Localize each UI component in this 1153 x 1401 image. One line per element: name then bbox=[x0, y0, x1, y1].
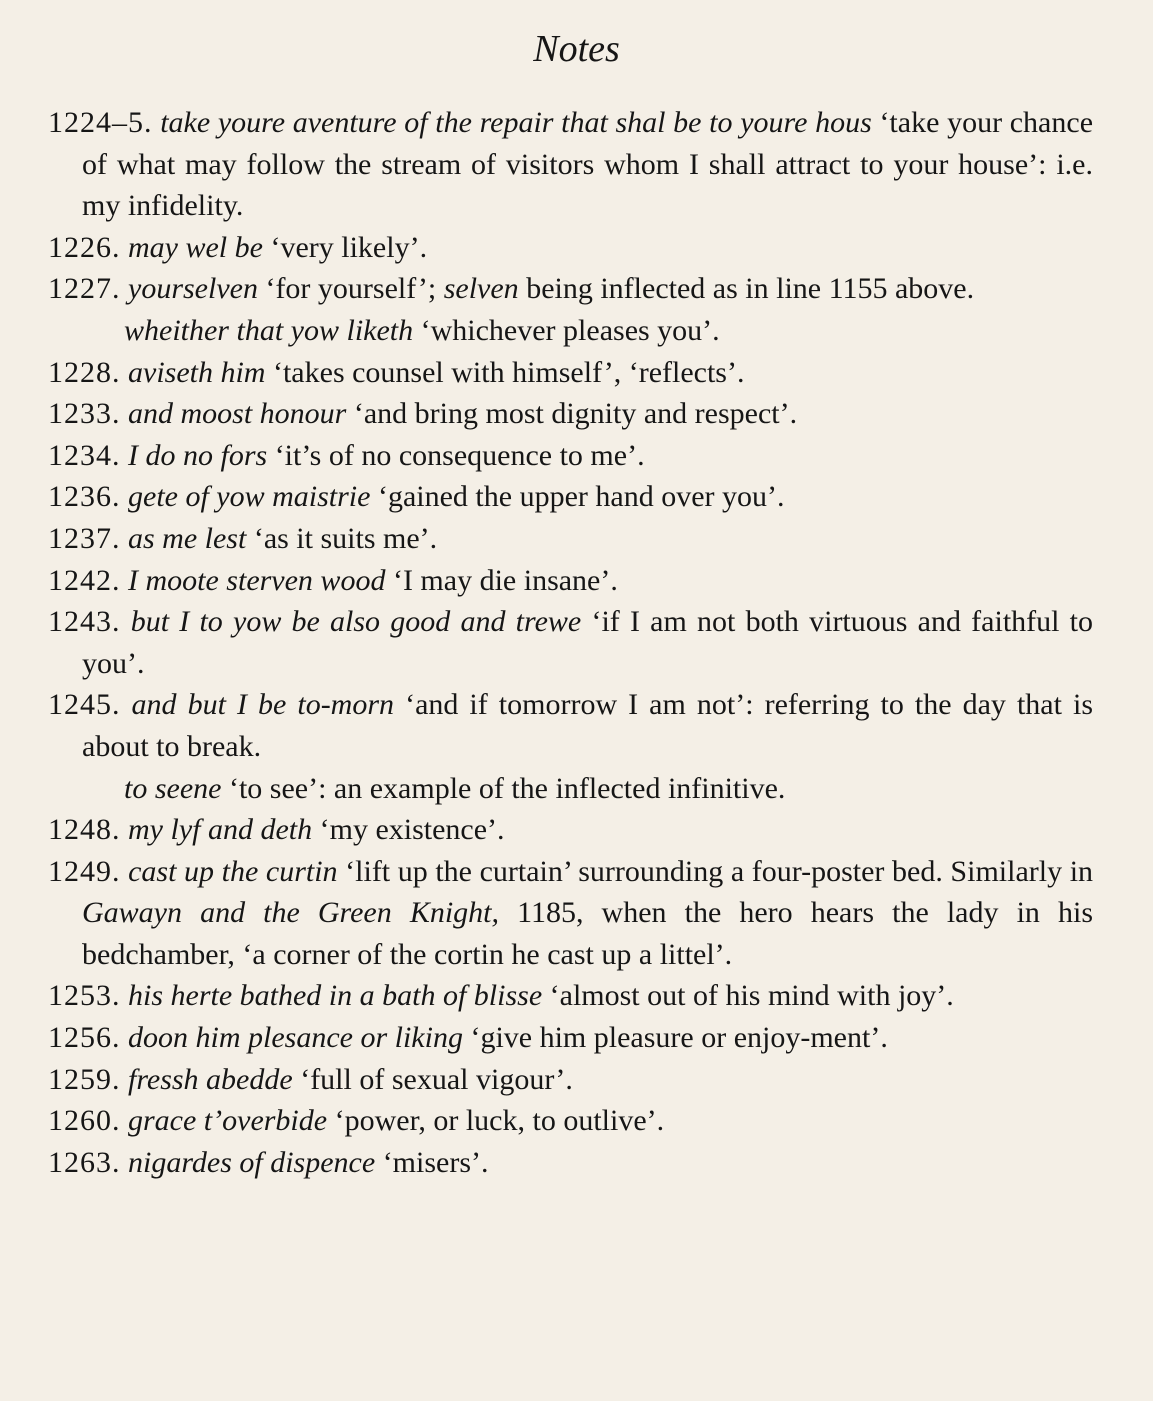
note-entry bbox=[48, 476, 1093, 518]
note-gloss: ‘as it suits me’. bbox=[253, 521, 438, 555]
note-entry bbox=[48, 809, 1093, 851]
note-lemma: I moote sterven wood bbox=[128, 563, 386, 597]
note-lemma: nigardes of dispence bbox=[128, 1145, 376, 1179]
note-lemma: my lyf and deth bbox=[128, 813, 313, 847]
note-subentry bbox=[48, 768, 1093, 810]
note-gloss: ‘whichever pleases you’. bbox=[420, 313, 720, 347]
note-entry bbox=[48, 1059, 1093, 1101]
note-number: 1227. bbox=[48, 272, 121, 306]
note-entry bbox=[48, 227, 1093, 269]
note-gloss: ‘take your chance of what may follow the stream of visitors whom I shall attract to your house’: i.e. my infidelity. bbox=[82, 106, 1094, 223]
note-lemma: wheither that yow liketh bbox=[124, 313, 414, 347]
note-number: 1226. bbox=[48, 230, 121, 264]
note-lemma: to seene bbox=[124, 771, 222, 805]
note-gloss-secondary: 1185, when the hero hears the lady in his bedchamber, ‘a corner of the cortin he cast up a littel’. bbox=[82, 896, 1094, 971]
note-entry bbox=[48, 1142, 1093, 1184]
note-gloss: ‘power, or luck, to outlive’. bbox=[334, 1104, 665, 1138]
note-number: 1256. bbox=[48, 1021, 121, 1055]
note-entry bbox=[48, 102, 1093, 227]
note-number: 1253. bbox=[48, 979, 121, 1013]
note-number: 1233. bbox=[48, 397, 121, 431]
note-number: 1249. bbox=[48, 854, 121, 888]
note-number: 1260. bbox=[48, 1104, 121, 1138]
note-gloss: ‘if I am not both virtuous and faithful to you’. bbox=[82, 605, 1094, 680]
note-entry bbox=[48, 601, 1093, 684]
note-entry bbox=[48, 851, 1093, 976]
page-title: Notes bbox=[533, 28, 620, 70]
note-lemma: his herte bathed in a bath of blisse bbox=[128, 979, 543, 1013]
note-number: 1237. bbox=[48, 521, 121, 555]
note-gloss: ‘to see’: an example of the inflected infinitive. bbox=[228, 771, 786, 805]
note-lemma-secondary: selven bbox=[443, 272, 519, 306]
note-gloss: ‘misers’. bbox=[382, 1145, 489, 1179]
note-entry bbox=[48, 684, 1093, 767]
note-gloss: ‘very likely’. bbox=[270, 230, 428, 264]
note-number: 1259. bbox=[48, 1062, 121, 1096]
note-gloss: ‘full of sexual vigour’. bbox=[300, 1062, 573, 1096]
note-lemma: I do no fors bbox=[128, 438, 268, 472]
note-gloss: ‘and bring most dignity and respect’. bbox=[353, 397, 798, 431]
note-lemma: and but I be to-morn bbox=[131, 688, 395, 722]
note-entry bbox=[48, 975, 1093, 1017]
note-lemma: fressh abedde bbox=[128, 1062, 293, 1096]
note-number: 1263. bbox=[48, 1145, 121, 1179]
note-gloss: ‘my existence’. bbox=[319, 813, 505, 847]
note-gloss: ‘and if tomorrow I am not’: referring to the day that is about to break. bbox=[82, 688, 1094, 763]
note-gloss-secondary: being inflected as in line 1155 above. bbox=[526, 272, 975, 306]
note-lemma-secondary: Gawayn and the Green Knight, bbox=[82, 896, 499, 930]
note-lemma: grace t’overbide bbox=[128, 1104, 328, 1138]
note-entry bbox=[48, 518, 1093, 560]
note-lemma: cast up the curtin bbox=[128, 854, 338, 888]
note-lemma: as me lest bbox=[128, 521, 247, 555]
note-gloss: ‘almost out of his mind with joy’. bbox=[549, 979, 954, 1013]
note-lemma: may wel be bbox=[128, 230, 263, 264]
note-lemma: but I to yow be also good and trewe bbox=[130, 605, 582, 639]
note-number: 1224–5. bbox=[48, 106, 153, 139]
note-entry bbox=[48, 393, 1093, 435]
note-gloss: ‘takes counsel with himself’, ‘reflects’. bbox=[272, 355, 745, 389]
note-gloss: ‘lift up the curtain’ surrounding a four-poster bed. Similarly in bbox=[345, 854, 1094, 888]
note-lemma: doon him plesance or liking bbox=[128, 1021, 463, 1055]
note-entry bbox=[48, 435, 1093, 477]
note-number: 1228. bbox=[48, 355, 121, 389]
note-number: 1248. bbox=[48, 813, 121, 847]
note-entry bbox=[48, 1100, 1093, 1142]
note-gloss: ‘for yourself’; bbox=[265, 272, 437, 306]
note-gloss: ‘give him pleasure or enjoy-ment’. bbox=[470, 1021, 888, 1055]
note-gloss: ‘gained the upper hand over you’. bbox=[377, 480, 785, 514]
note-number: 1245. bbox=[48, 688, 121, 722]
note-number: 1236. bbox=[48, 480, 121, 514]
note-lemma: take youre aventure of the repair that shal be to youre hous bbox=[160, 106, 872, 139]
note-lemma: aviseth him bbox=[128, 355, 266, 389]
note-subentry bbox=[48, 310, 1093, 352]
note-entry bbox=[48, 1017, 1093, 1059]
note-number: 1242. bbox=[48, 563, 121, 597]
note-gloss: ‘it’s of no consequence to me’. bbox=[274, 438, 645, 472]
note-lemma: gete of yow maistrie bbox=[128, 480, 371, 514]
note-entry bbox=[48, 268, 1093, 310]
note-entry bbox=[48, 352, 1093, 394]
note-lemma: and moost honour bbox=[128, 397, 347, 431]
note-lemma: yourselven bbox=[128, 272, 258, 306]
note-gloss: ‘I may die insane’. bbox=[392, 563, 618, 597]
notes-list bbox=[48, 102, 1093, 1183]
note-entry bbox=[48, 560, 1093, 602]
note-number: 1243. bbox=[48, 605, 121, 639]
note-number: 1234. bbox=[48, 438, 121, 472]
